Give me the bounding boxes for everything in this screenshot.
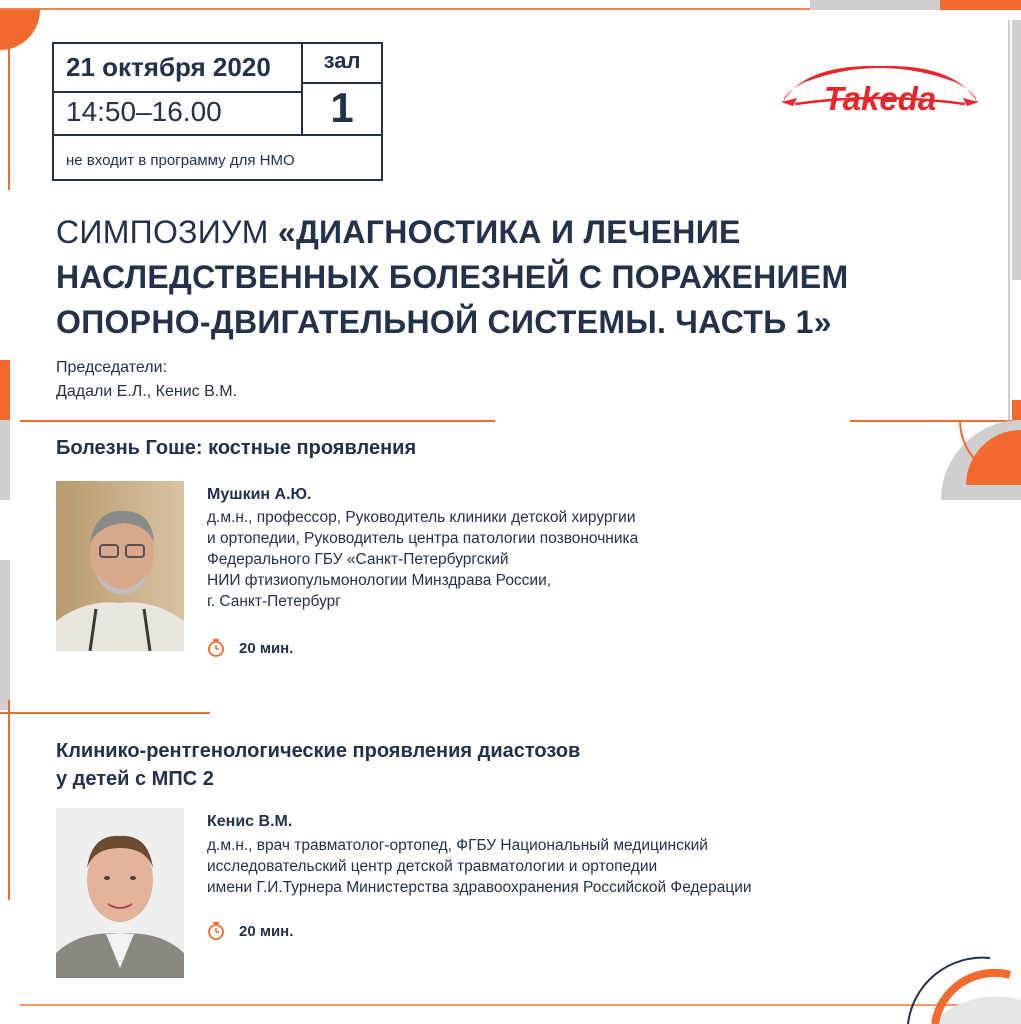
talk-2-duration — [207, 921, 293, 941]
takeda-logo-text: Takeda — [823, 80, 937, 117]
stopwatch-icon — [207, 921, 225, 941]
symposium-title-line3: ОПОРНО-ДВИГАТЕЛЬНОЙ СИСТЕМЫ. ЧАСТЬ 1» — [56, 304, 832, 340]
speaker-2-photo — [56, 808, 184, 978]
speaker-1-desc-line: Федерального ГБУ «Санкт-Петербургский — [207, 551, 509, 568]
stopwatch-icon — [207, 638, 225, 658]
talk-1-title — [56, 434, 416, 462]
schedule-box — [52, 42, 383, 181]
speaker-2-desc-line: исследовательский центр детской травматологии и ортопедии — [207, 858, 658, 875]
takeda-logo — [775, 62, 985, 126]
date-time-cell — [54, 44, 303, 136]
speaker-2-portrait — [56, 808, 184, 978]
speaker-1-desc-line: д.м.н., профессор, Руководитель клиники детской хирургии — [207, 509, 636, 526]
speaker-2-desc-line: имени Г.И.Турнера Министерства здравоохранения Российской Федерации — [207, 879, 752, 896]
talk-2-title-line: у детей с МПС 2 — [56, 768, 214, 790]
speaker-1-portrait — [56, 481, 184, 651]
speaker-1-name: Мушкин А.Ю. — [207, 486, 312, 503]
speaker-1-desc-line: НИИ фтизиопульмонологии Минздрава России, — [207, 572, 552, 589]
speaker-1-desc-line: г. Санкт-Петербург — [207, 593, 341, 610]
hall-number: 1 — [330, 84, 354, 131]
talk-1-duration-text: 20 мин. — [239, 639, 294, 657]
hall-cell — [303, 44, 381, 136]
symposium-title-line2: НАСЛЕДСТВЕННЫХ БОЛЕЗНЕЙ С ПОРАЖЕНИЕМ — [56, 259, 849, 295]
speaker-2-name: Кенис В.М. — [207, 813, 293, 830]
symposium-prefix: СИМПОЗИУМ — [56, 214, 278, 250]
date-divider — [54, 91, 303, 93]
chairs-block — [56, 356, 237, 404]
speaker-1-description — [207, 507, 638, 612]
talk-2-title-line: Клинико-рентгенологические проявления диастозов — [56, 740, 581, 762]
takeda-logo-mark — [775, 62, 985, 126]
speaker-1-desc-line: и ортопедии, Руководитель центра патологии позвоночника — [207, 530, 639, 547]
nmo-note: не входит в программу для НМО — [66, 152, 295, 169]
chairs-names: Дадали Е.Л., Кенис В.М. — [56, 383, 237, 400]
speaker-1-photo — [56, 481, 184, 651]
talk-1-duration — [207, 638, 293, 658]
symposium-title-line1: «ДИАГНОСТИКА И ЛЕЧЕНИЕ — [277, 214, 741, 250]
speaker-2-desc-line: д.м.н., врач травматолог-ортопед, ФГБУ Национальный медицинский — [207, 837, 708, 854]
talk-1-title-line: Болезнь Гоше: костные проявления — [56, 437, 417, 459]
symposium-title — [56, 210, 956, 345]
event-time: 14:50–16.00 — [66, 96, 222, 127]
speaker-2-description — [207, 835, 752, 898]
chairs-label: Председатели: — [56, 359, 167, 376]
talk-2-duration-text: 20 мин. — [239, 922, 294, 940]
event-date: 21 октября 2020 — [66, 52, 271, 82]
hall-label: зал — [323, 48, 361, 73]
talk-2-title — [56, 737, 580, 793]
